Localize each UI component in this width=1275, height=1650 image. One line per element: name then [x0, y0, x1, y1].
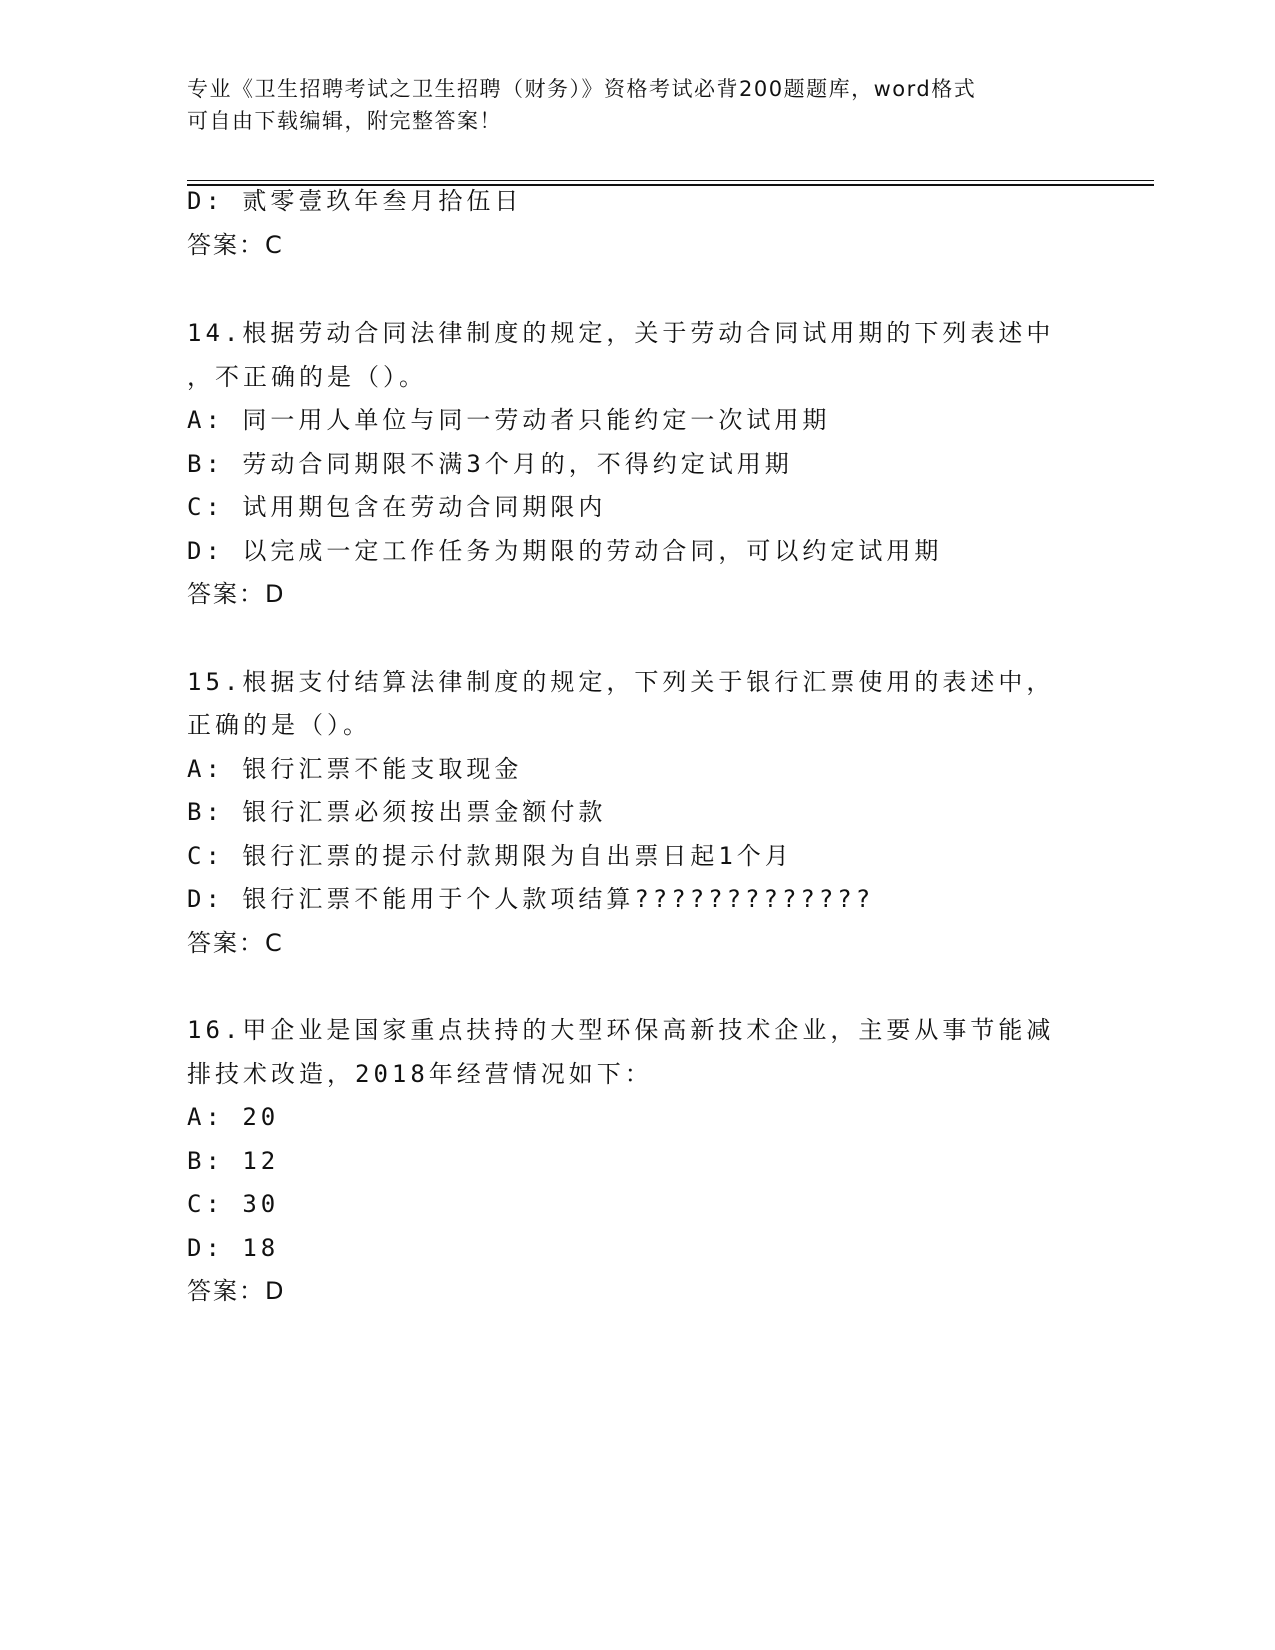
q15-option-c: C: 银行汇票的提示付款期限为自出票日起1个月 [187, 842, 793, 870]
q13-answer: 答案：C [187, 231, 284, 259]
q14-option-b: B: 劳动合同期限不满3个月的，不得约定试用期 [187, 450, 793, 478]
q13-option-d: D: 贰零壹玖年叁月拾伍日 [187, 187, 523, 215]
q16-option-c: C: 30 [187, 1190, 280, 1218]
q15-option-b: B: 银行汇票必须按出票金额付款 [187, 798, 607, 826]
q16-option-d: D: 18 [187, 1234, 280, 1262]
q16-stem-line-1: 16.甲企业是国家重点扶持的大型环保高新技术企业，主要从事节能减 [187, 1016, 1055, 1044]
header-title-line-1: 专业《卫生招聘考试之卫生招聘（财务）》资格考试必背200题题库，word格式 [187, 77, 977, 101]
q15-option-d: D: 银行汇票不能用于个人款项结算????????????? [187, 885, 875, 913]
q15-stem-line-2: 正确的是（）。 [187, 711, 371, 739]
q14-stem-line-1: 14.根据劳动合同法律制度的规定，关于劳动合同试用期的下列表述中 [187, 319, 1055, 347]
header-divider-thin [187, 180, 1154, 181]
header-title-line-2: 可自由下载编辑，附完整答案！ [187, 109, 502, 133]
q14-option-d: D: 以完成一定工作任务为期限的劳动合同，可以约定试用期 [187, 537, 943, 565]
document-header [187, 73, 1067, 137]
q14-answer: 答案：D [187, 580, 286, 608]
q16-answer: 答案：D [187, 1277, 286, 1305]
q16-option-a: A: 20 [187, 1103, 280, 1131]
q15-stem-line-1: 15.根据支付结算法律制度的规定，下列关于银行汇票使用的表述中， [187, 668, 1055, 696]
q16-stem-line-2: 排技术改造，2018年经营情况如下： [187, 1060, 653, 1088]
q15-option-a: A: 银行汇票不能支取现金 [187, 755, 523, 783]
q16-option-b: B: 12 [187, 1147, 280, 1175]
q14-option-c: C: 试用期包含在劳动合同期限内 [187, 493, 607, 521]
q14-stem-line-2: ，不正确的是（）。 [187, 363, 427, 391]
q15-answer: 答案：C [187, 929, 284, 957]
q14-option-a: A: 同一用人单位与同一劳动者只能约定一次试用期 [187, 406, 831, 434]
